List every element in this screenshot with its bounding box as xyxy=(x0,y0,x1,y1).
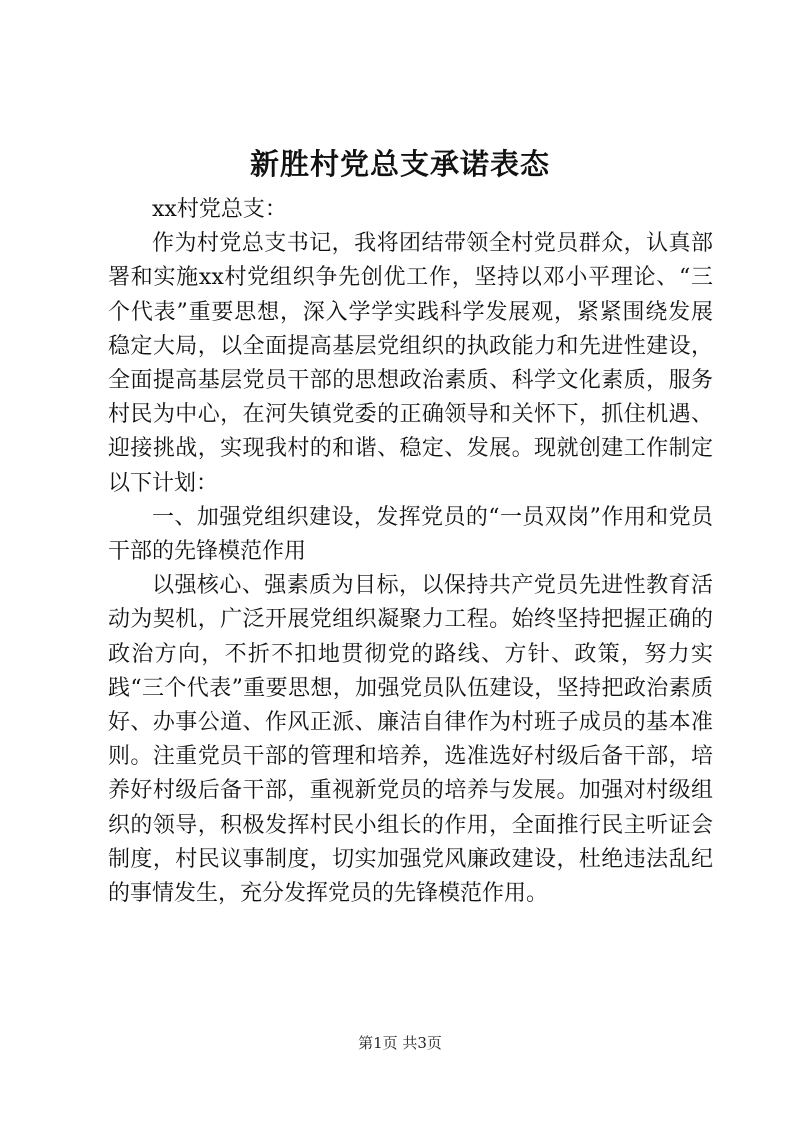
page-number-footer: 第1页 共3页 xyxy=(358,1034,442,1052)
document-title: 新胜村党总支承诺表态 xyxy=(249,147,550,181)
salutation: xx村党总支： xyxy=(152,197,287,222)
paragraph-intro: 作为村党总支书记，我将团结带领全村党员群众，认真部署和实施xx村党组织争先创优工作，坚持以邓小平理论、“三个代表”重要思想，深入学学实践科学发展观，紧紧围绕发展稳定大局，以全面提高基层党组织的执政能力和先进性建设，全面提高基层党员干部的思想政治素质、科学文化素质，服务村民为中心，在河失镇党委的正确领导和关怀下，抓住机遇、迎接挑战，实现我村的和谐、稳定、发展。现就创建工作制定以下计划： xyxy=(108,231,713,496)
paragraph-section-1: 以强核心、强素质为目标，以保持共产党员先进性教育活动为契机，广泛开展党组织凝聚力工程。始终坚持把握正确的政治方向，不折不扣地贯彻党的路线、方针、政策，努力实践“三个代表”重要思想，加强党员队伍建设，坚持把政治素质好、办事公道、作风正派、廉洁自律作为村班子成员的基本准则。注重党员干部的管理和培养，选准选好村级后备干部，培养好村级后备干部，重视新党员的培养与发展。加强对村级组织的领导，积极发挥村民小组长的作用，全面推行民主听证会制度，村民议事制度，切实加强党风廉政建设，杜绝违法乱纪的事情发生，充分发挥党员的先锋模范作用。 xyxy=(108,573,713,907)
document-body xyxy=(108,193,713,911)
section-heading-1: 一、加强党组织建设，发挥党员的“一员双岗”作用和党员干部的先锋模范作用 xyxy=(108,504,713,565)
